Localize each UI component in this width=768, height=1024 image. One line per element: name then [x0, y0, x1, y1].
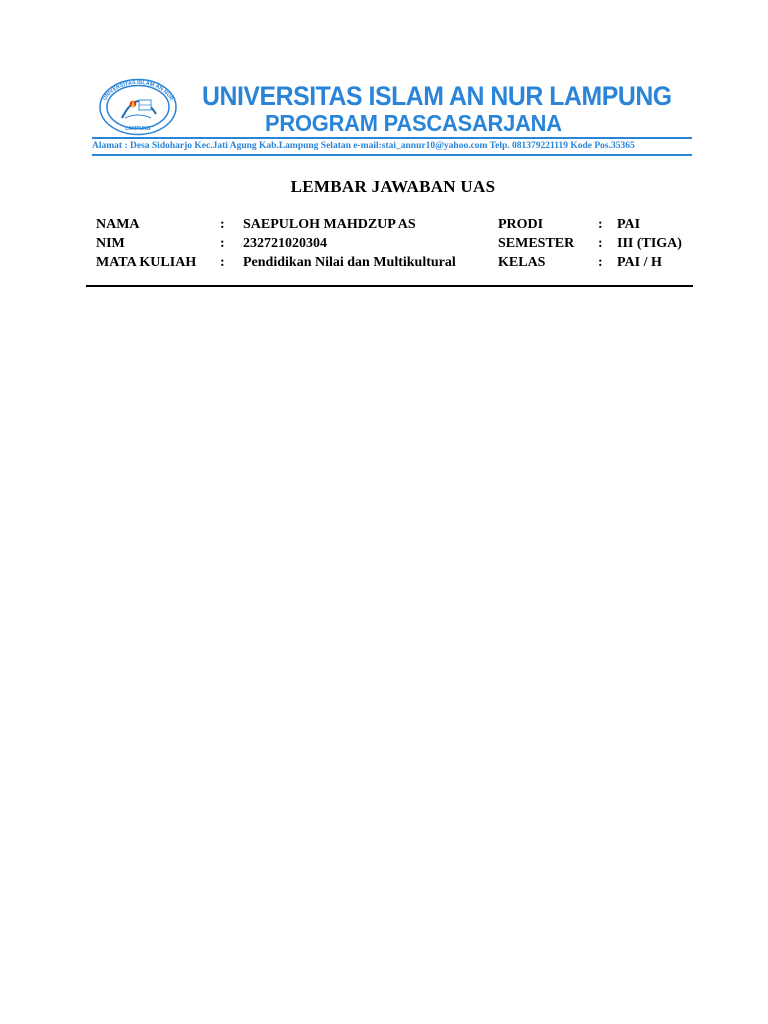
field-separator: : — [598, 255, 603, 270]
field-value: Pendidikan Nilai dan Multikultural — [243, 255, 456, 270]
field-value: SAEPULOH MAHDZUP AS — [243, 217, 416, 232]
university-name: UNIVERSITAS ISLAM AN NUR LAMPUNG — [202, 81, 672, 111]
section-divider — [86, 285, 693, 287]
field-separator: : — [220, 236, 225, 251]
header-rule-bottom — [92, 154, 692, 156]
logo-bottom-text: LAMPUNG — [125, 126, 151, 132]
field-label: SEMESTER — [498, 236, 575, 251]
university-seal-logo — [98, 78, 178, 136]
field-label: KELAS — [498, 255, 546, 270]
field-value: 232721020304 — [243, 236, 327, 251]
logo-ring-text: UNIVERSITAS ISLAM AN NUR — [102, 79, 174, 102]
info-row-nim — [96, 234, 696, 253]
field-label: MATA KULIAH — [96, 255, 197, 270]
field-separator: : — [220, 255, 225, 270]
address-line: Alamat : Desa Sidoharjo Kec.Jati Agung Kab.Lampung Selatan e-mail:stai_annur10@yahoo.com Telp. 081379221119 Kode Pos.35365 — [92, 141, 635, 151]
field-separator: : — [598, 217, 603, 232]
letterhead — [90, 76, 694, 158]
field-separator: : — [598, 236, 603, 251]
field-value: III (TIGA) — [617, 236, 682, 251]
info-row-nama — [96, 215, 696, 234]
field-value: PAI — [617, 217, 641, 232]
field-label: NAMA — [96, 217, 140, 232]
field-separator: : — [220, 217, 225, 232]
field-label: NIM — [96, 236, 125, 251]
info-row-mata-kuliah — [96, 253, 696, 272]
field-label: PRODI — [498, 217, 544, 232]
document-title: LEMBAR JAWABAN UAS — [290, 177, 496, 196]
field-value: PAI / H — [617, 255, 662, 270]
program-name: PROGRAM PASCASARJANA — [265, 110, 562, 136]
